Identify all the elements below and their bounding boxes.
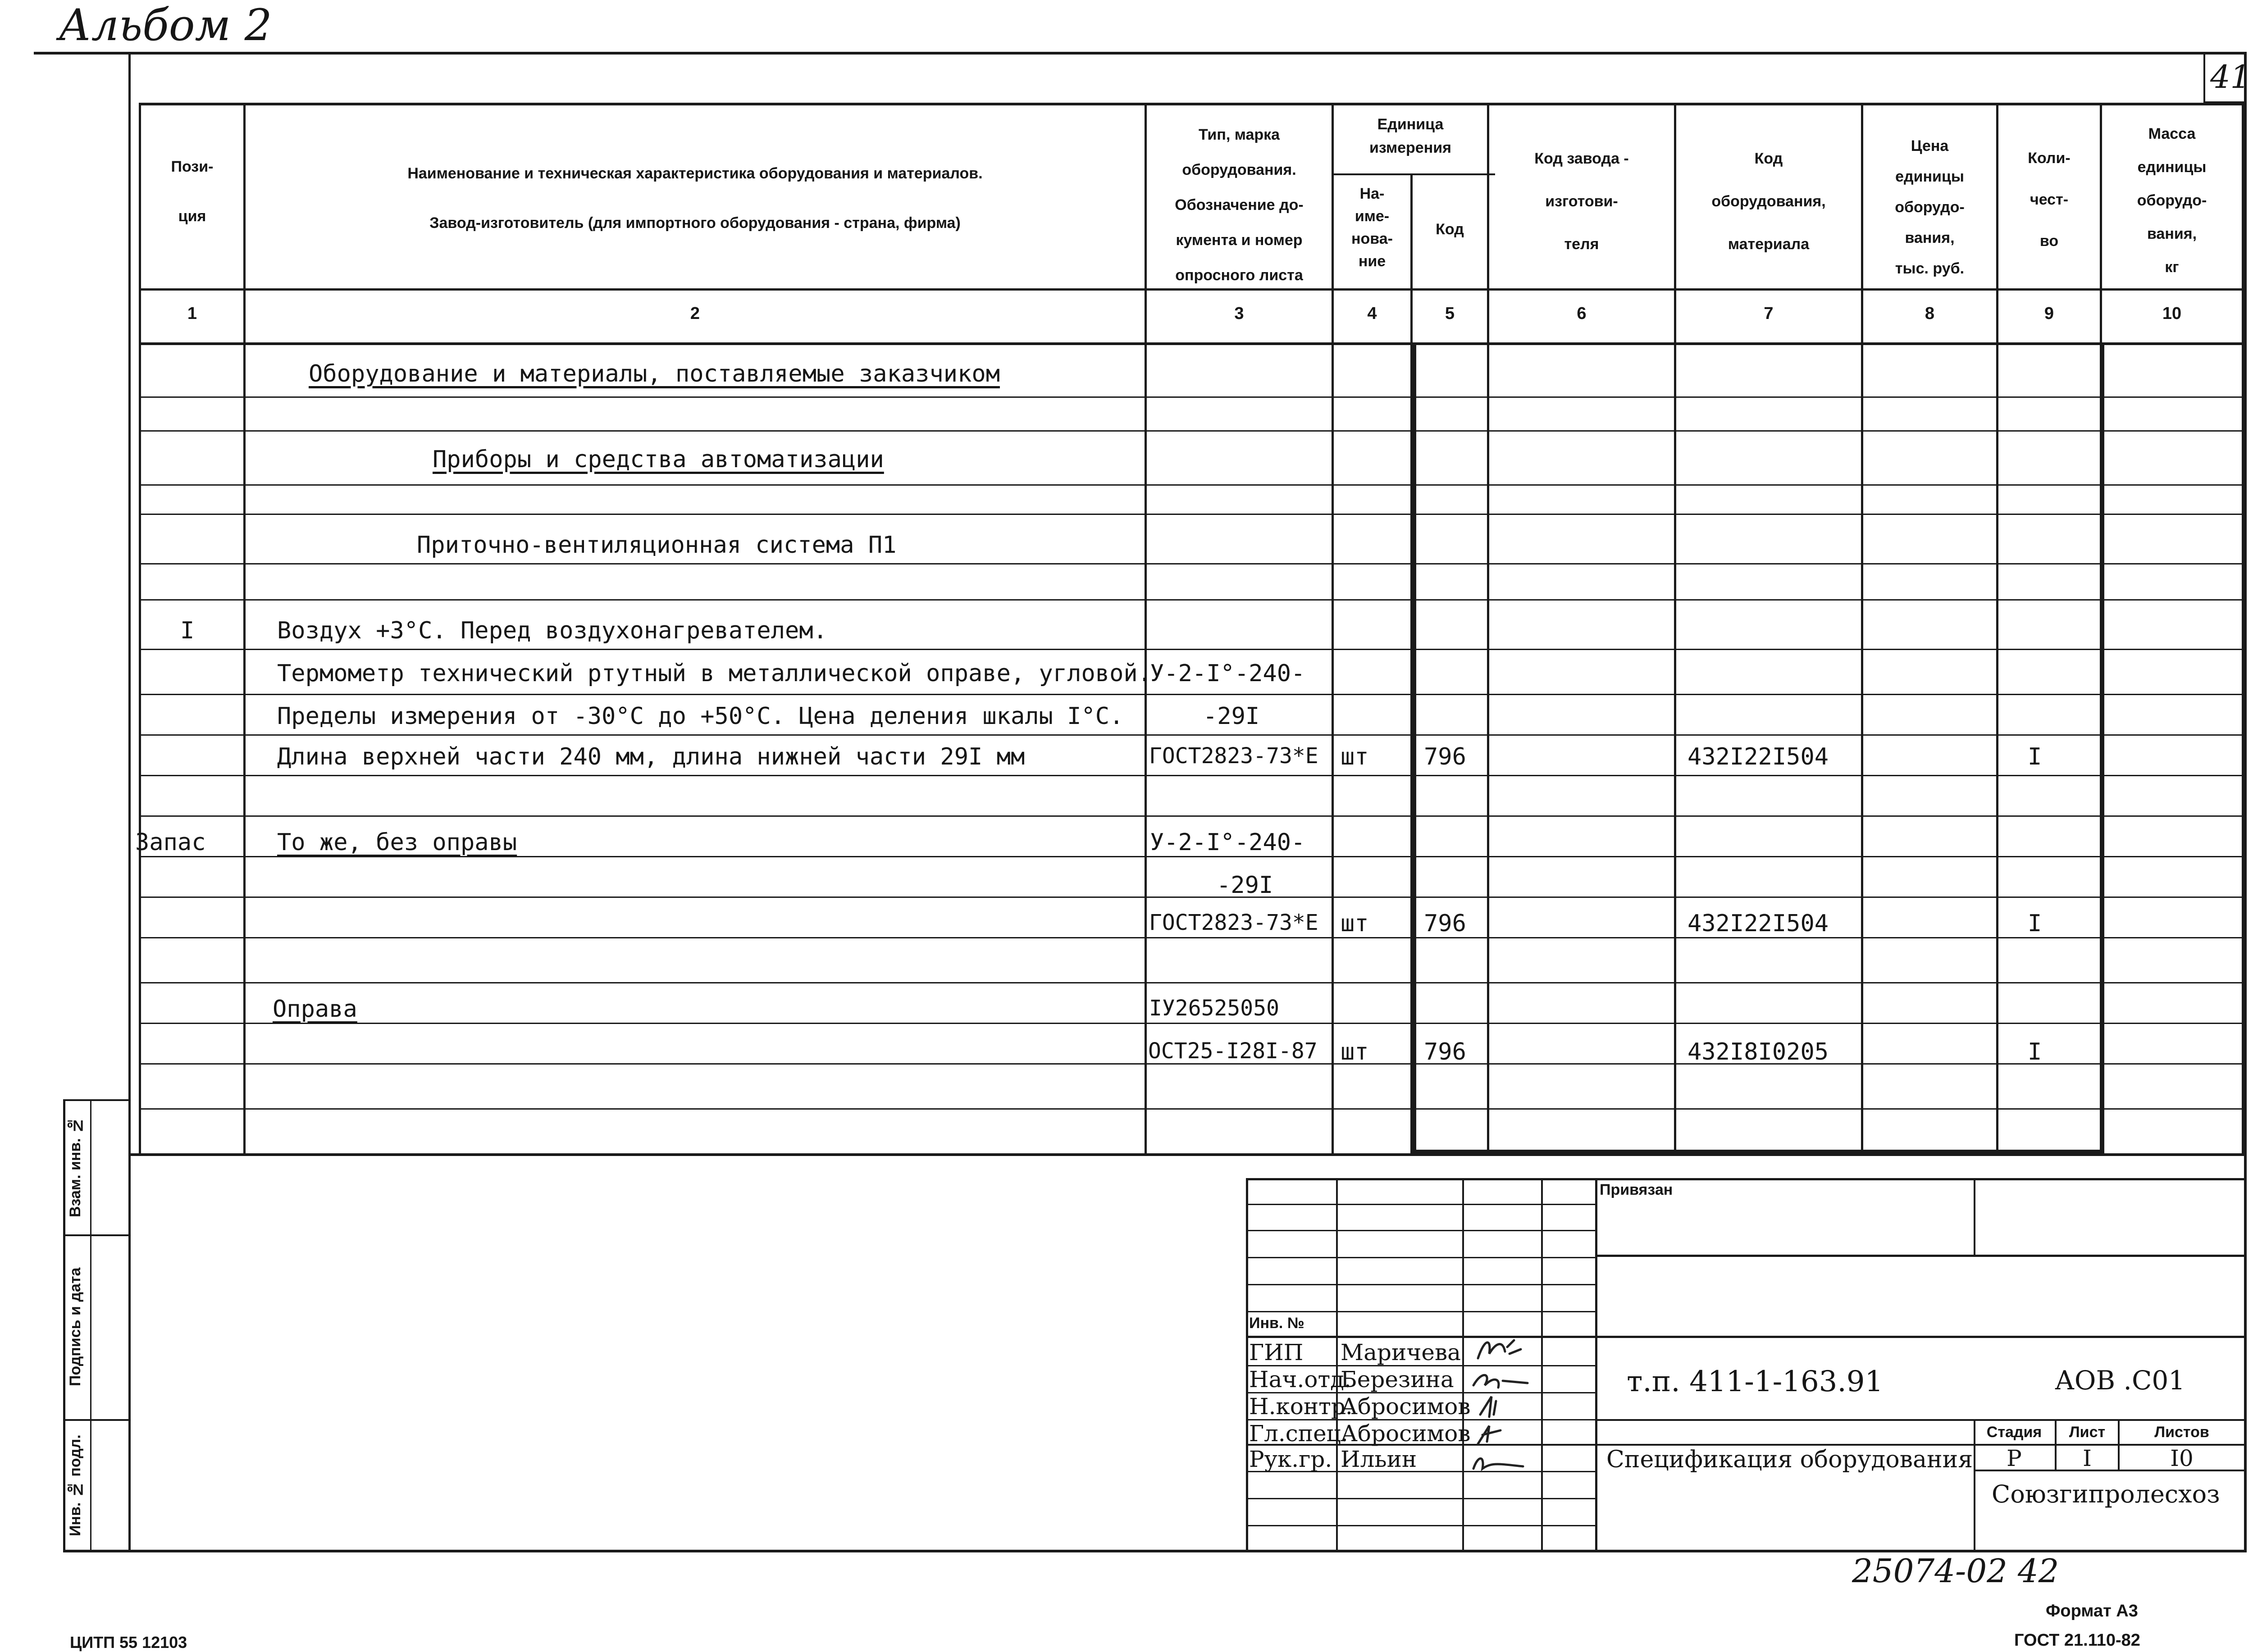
stamp-name: Ильин (1341, 1446, 1417, 1472)
stamp-role: Н.контр. (1249, 1393, 1353, 1420)
section-title: Оборудование и материалы, поставляемые заказчиком (309, 360, 1000, 387)
col-number: 4 (1367, 304, 1377, 323)
row-name: Длина верхней части 240 мм, длина нижней части 29I мм (277, 743, 1025, 770)
stage-header: Стадия (1986, 1424, 2042, 1441)
col-number: 9 (2044, 304, 2054, 323)
col-number: 10 (2162, 304, 2182, 323)
album-title: Альбом 2 (59, 0, 272, 50)
row-type: -29I (1203, 703, 1260, 730)
header-pos: Пози- ция (171, 158, 214, 225)
sheet-value: I (2083, 1445, 2092, 1471)
side-label-vzam: Взам. инв. № (67, 1116, 84, 1217)
doc-mark: АОВ .С01 (2055, 1365, 2185, 1396)
row-type: ГОСТ2823-73*Е (1149, 743, 1318, 769)
header-name: Наименование и техническая характеристика оборудования и материалов. Завод-изготовитель (для импортного оборудования - страна, фирма) (407, 165, 983, 232)
row-type: У-2-I°-240- (1150, 829, 1305, 856)
stamp-role: Гл.спец. (1249, 1420, 1348, 1447)
frame-left (128, 52, 131, 1552)
header-qty: Коли- чест- во (2028, 150, 2071, 250)
row-equip-code: 432I22I504 (1687, 910, 1829, 937)
col-number: 2 (690, 304, 700, 323)
row-unit: шт (1341, 910, 1369, 937)
row-qty: I (2028, 910, 2042, 937)
frame-right (2244, 52, 2247, 1552)
stamp-name: Маричева (1341, 1339, 1461, 1365)
header-unit: Единица измерения (1369, 116, 1451, 156)
signatures (1464, 1333, 1555, 1473)
row-unit: шт (1341, 743, 1369, 770)
row-name: Пределы измерения от -30°С до +50°С. Цена деления шкалы I°С. (277, 703, 1124, 730)
stamp-name: Абросимов (1341, 1393, 1471, 1420)
section-title: Приточно-вентиляционная система П1 (417, 532, 897, 559)
header-factory-code: Код завода - изготови- теля (1534, 150, 1629, 253)
stage-value: Р (2007, 1445, 2022, 1471)
stamp-role: ГИП (1249, 1339, 1304, 1365)
row-equip-code: 432I22I504 (1687, 743, 1829, 770)
header-equip-code: Код оборудования, материала (1711, 150, 1826, 253)
col-number: 3 (1234, 304, 1244, 323)
col-number: 8 (1925, 304, 1935, 323)
row-equip-code: 432I8I0205 (1687, 1038, 1829, 1065)
row-position: Запас (135, 829, 206, 856)
sheet-number: 25074-02 42 (1852, 1552, 2059, 1590)
doc-code: т.п. 411-1-163.91 (1627, 1365, 1884, 1398)
header-price: Цена единицы оборудо- вания, тыс. руб. (1895, 137, 1965, 277)
privyazan-label: Привязан (1600, 1181, 1673, 1198)
row-type: -29I (1217, 872, 1273, 899)
header-unit-name: На- име- нова- ние (1351, 185, 1393, 270)
org-name: Союзгипролесхоз (1992, 1480, 2220, 1508)
table-top (139, 103, 2243, 105)
row-type: У-2-I°-240- (1150, 660, 1305, 687)
stamp-role: Нач.отд. (1249, 1366, 1351, 1393)
row-unit-code: 796 (1424, 910, 1466, 937)
frame-top (34, 52, 2246, 55)
header-unit-code: Код (1436, 221, 1464, 238)
format-label: Формат А3 (2046, 1602, 2138, 1620)
col-number: 7 (1764, 304, 1774, 323)
section-title: Приборы и средства автоматизации (433, 446, 884, 473)
row-name: Термометр технический ртутный в металлической оправе, угловой. (277, 660, 1152, 687)
row-qty: I (2028, 743, 2042, 770)
org-code: ЦИТП 55 12103 (70, 1633, 187, 1652)
doc-title: Спецификация оборудования (1606, 1446, 1973, 1473)
stamp-role: Рук.гр. (1249, 1446, 1332, 1472)
gost-label: ГОСТ 21.110-82 (2014, 1631, 2140, 1650)
row-unit: шт (1341, 1038, 1369, 1065)
col-number: 1 (187, 304, 197, 323)
row-type: ОСТ25-I28I-87 (1148, 1038, 1318, 1064)
sheets-value: I0 (2170, 1445, 2194, 1471)
row-position: I (180, 617, 195, 644)
col-number: 6 (1577, 304, 1587, 323)
header-type: Тип, марка оборудования. Обозначение до- кумента и номер опросного листа (1175, 126, 1304, 284)
inv-no-label: Инв. № (1249, 1315, 1304, 1332)
row-name: Оправа (273, 996, 357, 1023)
row-unit-code: 796 (1424, 743, 1466, 770)
sheet-header: Лист (2069, 1424, 2106, 1441)
sheets-header: Листов (2154, 1424, 2209, 1441)
side-label-podpis: Подпись и дата (67, 1267, 84, 1386)
row-type: ГОСТ2823-73*Е (1149, 910, 1318, 935)
stamp-name: Березина (1341, 1366, 1454, 1393)
row-qty: I (2028, 1038, 2042, 1065)
page-number: 41 (2210, 59, 2251, 96)
row-unit-code: 796 (1424, 1038, 1466, 1065)
header-mass: Масса единицы оборудо- вания, кг (2137, 125, 2207, 276)
row-name: То же, без оправы (277, 829, 517, 856)
row-type: IУ26525050 (1149, 996, 1279, 1021)
side-label-inv-podl: Инв. № подл. (67, 1434, 84, 1537)
stamp-name: Абросимов (1341, 1420, 1471, 1447)
col-number: 5 (1445, 304, 1455, 323)
row-name: Воздух +3°С. Перед воздухонагревателем. (277, 617, 827, 644)
